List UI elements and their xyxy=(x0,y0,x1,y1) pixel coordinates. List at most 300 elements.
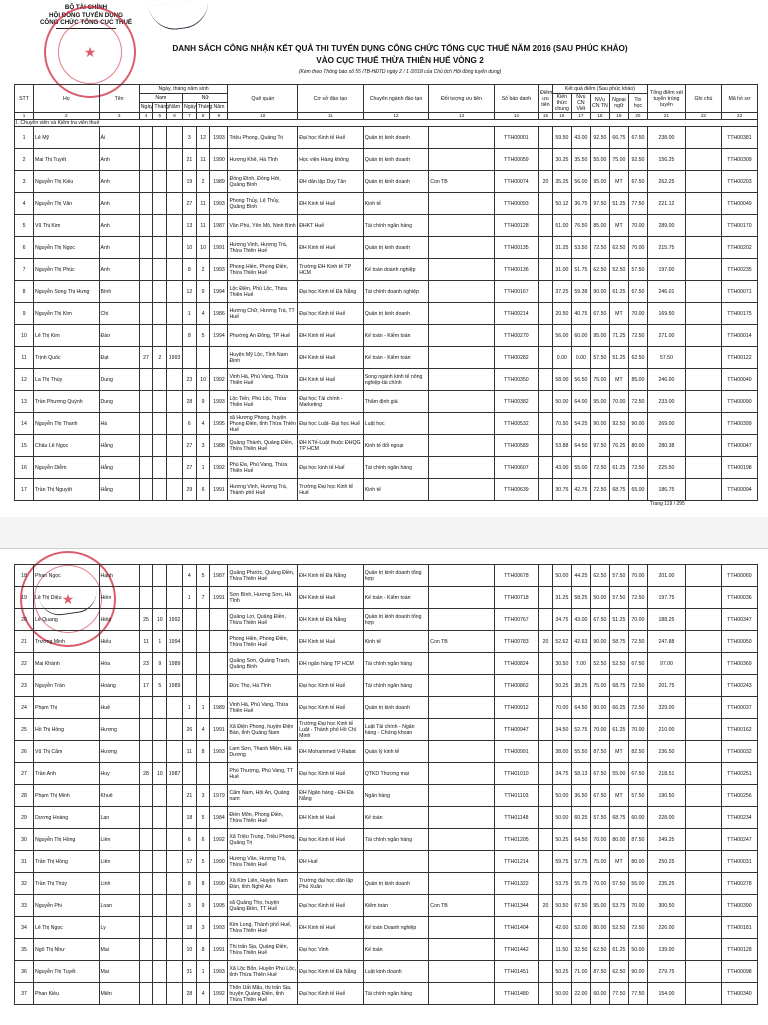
table-cell: Anh xyxy=(99,171,139,193)
table-cell xyxy=(167,851,183,873)
table-cell: 1993 xyxy=(210,961,228,983)
table-cell: MT xyxy=(609,741,628,763)
table-cell: 52.50 xyxy=(609,653,628,675)
table-cell: Xã Lộc Bổn, Huyện Phú Lộc, tỉnh Thừa Thiên Huế xyxy=(228,961,298,983)
table-cell xyxy=(139,873,153,895)
table-cell: 52.75 xyxy=(571,719,590,741)
table-cell xyxy=(139,961,153,983)
table-cell xyxy=(539,479,553,501)
table-cell: Song ngành kinh tế nông nghiệp-tài chính xyxy=(363,369,429,391)
table-cell xyxy=(539,347,553,369)
table-cell xyxy=(539,851,553,873)
table-cell: TTH00198 xyxy=(721,457,757,479)
table-cell: 31.25 xyxy=(552,237,571,259)
table-cell: 85.00 xyxy=(628,369,647,391)
table-cell: 15 xyxy=(15,435,34,457)
table-cell: 50.25 xyxy=(552,961,571,983)
table-cell: Hiền xyxy=(99,587,139,609)
table-cell xyxy=(139,193,153,215)
table-cell: Anh xyxy=(99,237,139,259)
table-cell: 3 xyxy=(196,917,210,939)
table-cell: 8 xyxy=(196,873,210,895)
table-cell: 1990 xyxy=(210,851,228,873)
table-cell xyxy=(139,785,153,807)
table-cell: Lê Thị Ngọc xyxy=(34,917,100,939)
table-cell xyxy=(139,983,153,1005)
table-cell xyxy=(153,325,167,347)
table-cell: 35 xyxy=(15,939,34,961)
table-cell: 62.50 xyxy=(590,259,609,281)
table-cell: Huy xyxy=(99,763,139,785)
table-cell: 27 xyxy=(139,347,153,369)
table-cell: Phan Ngọc xyxy=(34,565,100,587)
table-cell: Con TB xyxy=(429,171,495,193)
column-index-cell: 7 xyxy=(183,113,197,120)
table-cell: Đại học Kinh tế Huế xyxy=(298,895,364,917)
table-cell: TTH00031 xyxy=(721,851,757,873)
table-cell: 62.50 xyxy=(590,939,609,961)
table-cell: 50.00 xyxy=(590,587,609,609)
table-cell: 1988 xyxy=(210,435,228,457)
table-cell xyxy=(183,347,197,369)
table-cell: 97.00 xyxy=(647,653,685,675)
table-cell: TTH00390 xyxy=(721,895,757,917)
table-cell: La Thị Thùy xyxy=(34,369,100,391)
table-cell xyxy=(429,653,495,675)
col-diem-uu-tien: Điểm ưu tiên xyxy=(539,85,553,113)
table-cell: 9 xyxy=(15,303,34,325)
table-cell xyxy=(685,565,721,587)
table-cell xyxy=(153,391,167,413)
table-cell: 62.50 xyxy=(590,565,609,587)
table-cell xyxy=(539,741,553,763)
table-cell xyxy=(183,763,197,785)
table-cell: 6 xyxy=(196,829,210,851)
table-cell xyxy=(167,435,183,457)
table-cell: Liên xyxy=(99,851,139,873)
table-cell: Hương Văn, Hương Trà, Thừa Thiên Huế xyxy=(228,851,298,873)
table-cell: Hương xyxy=(99,719,139,741)
table-cell: 67.50 xyxy=(628,281,647,303)
table-cell: TTH01148 xyxy=(494,807,538,829)
table-cell: TTH00170 xyxy=(721,215,757,237)
table-cell: 1993 xyxy=(167,347,183,369)
table-cell: 14 xyxy=(15,413,34,435)
column-index-cell: 8 xyxy=(196,113,210,120)
table-cell: 1993 xyxy=(210,391,228,413)
table-cell xyxy=(139,127,153,149)
table-cell: 1992 xyxy=(210,829,228,851)
table-cell: Đại học Luật- Đại học Huế xyxy=(298,413,364,435)
table-cell: 57.50 xyxy=(628,785,647,807)
table-cell: 76.25 xyxy=(609,435,628,457)
table-cell: TTH00718 xyxy=(494,587,538,609)
table-cell: 18 xyxy=(183,917,197,939)
table-cell: Nguyễn Thị Kiều xyxy=(34,171,100,193)
table-cell: Anh xyxy=(99,149,139,171)
col-ho: Họ xyxy=(34,85,100,113)
table-cell xyxy=(539,149,553,171)
table-cell: Phú Thượng, Phú Vang, TT Huế xyxy=(228,763,298,785)
table-cell: 67.50 xyxy=(628,653,647,675)
table-cell xyxy=(429,457,495,479)
table-cell: Kim Long, Thành phố Huế, Thừa Thiên Huế xyxy=(228,917,298,939)
table-cell xyxy=(167,391,183,413)
table-cell xyxy=(539,807,553,829)
table-cell: Kế toán - Kiểm toán xyxy=(363,325,429,347)
table-cell xyxy=(139,303,153,325)
table-cell: 97.50 xyxy=(590,435,609,457)
table-cell: Trường Đại học Kinh tế Luật - Thành phố Hồ Chí Minh xyxy=(298,719,364,741)
table-cell: Ngô Thị Như xyxy=(34,939,100,961)
table-cell xyxy=(153,851,167,873)
table-cell xyxy=(539,785,553,807)
table-cell: TTH00767 xyxy=(494,609,538,631)
table-cell xyxy=(429,939,495,961)
table-cell: 1995 xyxy=(210,413,228,435)
document-subtitle: VÀO CỤC THUẾ THỪA THIÊN HUẾ VÒNG 2 xyxy=(316,56,484,65)
table-cell: 80.00 xyxy=(628,851,647,873)
table-cell xyxy=(685,675,721,697)
table-cell xyxy=(429,851,495,873)
table-cell: 58.13 xyxy=(571,763,590,785)
table-cell: 51.75 xyxy=(571,259,590,281)
table-cell xyxy=(685,697,721,719)
table-cell: ĐH Kinh tế Huế xyxy=(298,237,364,259)
table-cell: 70.00 xyxy=(609,391,628,413)
table-row xyxy=(15,127,758,149)
table-cell: 75.00 xyxy=(609,149,628,171)
table-cell xyxy=(153,369,167,391)
table-cell: 12 xyxy=(183,281,197,303)
reference-note: (Kèm theo Thông báo số 55 /TB-HĐTD ngày 2 / 1 /2018 của Chủ tịch Hội đồng tuyển dụng) xyxy=(298,69,502,75)
table-row xyxy=(15,939,758,961)
table-cell: Kinh tế xyxy=(363,479,429,501)
table-cell: Nguyễn Thị Vân xyxy=(34,193,100,215)
table-cell: 246.01 xyxy=(647,281,685,303)
table-cell: Đại học Kinh tế Đà Nẵng xyxy=(298,961,364,983)
table-cell: Đại học Vinh xyxy=(298,939,364,961)
table-cell: TTH01404 xyxy=(494,917,538,939)
table-cell xyxy=(167,939,183,961)
table-cell: TTH00399 xyxy=(721,413,757,435)
column-index-cell: 22 xyxy=(685,113,721,120)
table-cell: 68.75 xyxy=(609,675,628,697)
table-cell: Thị trấn Sịa, Quảng Điền, Thừa Thiên Huế xyxy=(228,939,298,961)
table-cell: 50.50 xyxy=(552,895,571,917)
table-cell: Đại học Kinh tế Huế xyxy=(298,763,364,785)
table-cell: 60.00 xyxy=(590,983,609,1005)
table-cell: 31.00 xyxy=(552,259,571,281)
table-cell xyxy=(429,435,495,457)
table-cell: MT xyxy=(609,171,628,193)
table-cell: 66.25 xyxy=(609,697,628,719)
table-cell: 8 xyxy=(196,939,210,961)
col-nam-nam: Năm xyxy=(167,102,183,112)
table-cell: 72.50 xyxy=(628,391,647,413)
table-row xyxy=(15,873,758,895)
table-cell: 10 xyxy=(196,369,210,391)
table-cell xyxy=(139,325,153,347)
column-index-cell: 12 xyxy=(363,113,429,120)
table-cell xyxy=(153,193,167,215)
table-cell: 1990 xyxy=(210,873,228,895)
table-cell: Luật kinh doanh xyxy=(363,961,429,983)
table-cell: 57.50 xyxy=(590,347,609,369)
table-cell xyxy=(429,325,495,347)
table-cell: Kế toán xyxy=(363,939,429,961)
col-doi-tuong: Đối tượng ưu tiên xyxy=(429,85,495,113)
table-cell xyxy=(685,829,721,851)
table-cell: TTH00136 xyxy=(494,259,538,281)
table-cell: Kế toán xyxy=(363,807,429,829)
table-cell: 64.50 xyxy=(571,435,590,457)
table-row xyxy=(15,961,758,983)
table-cell: 18 xyxy=(183,807,197,829)
table-cell xyxy=(153,741,167,763)
table-cell: TTH00090 xyxy=(721,391,757,413)
table-cell xyxy=(429,763,495,785)
table-cell: TTH01103 xyxy=(494,785,538,807)
column-index-cell: 18 xyxy=(590,113,609,120)
table-cell: 61.25 xyxy=(609,719,628,741)
table-cell xyxy=(429,391,495,413)
table-row xyxy=(15,631,758,653)
table-cell: 50.25 xyxy=(552,675,571,697)
table-cell: 29 xyxy=(15,807,34,829)
column-index-cell: 9 xyxy=(210,113,228,120)
table-cell xyxy=(210,609,228,631)
table-cell xyxy=(429,697,495,719)
table-cell: 67.50 xyxy=(590,763,609,785)
table-cell xyxy=(539,237,553,259)
table-cell: 235.25 xyxy=(647,873,685,895)
col-ma-ho-so: Mã hồ sơ xyxy=(721,85,757,113)
table-cell xyxy=(153,127,167,149)
col-ket-qua: Kết quả điểm (Sau phúc khảo) xyxy=(552,85,647,94)
table-cell xyxy=(153,435,167,457)
table-cell: Quản trị kinh doanh xyxy=(363,127,429,149)
table-row xyxy=(15,785,758,807)
table-cell: 16 xyxy=(15,457,34,479)
table-cell xyxy=(539,829,553,851)
table-cell: 329.00 xyxy=(647,697,685,719)
table-cell: 1994 xyxy=(210,325,228,347)
table-cell xyxy=(685,215,721,237)
table-cell xyxy=(429,479,495,501)
table-cell xyxy=(429,259,495,281)
table-cell: 197.00 xyxy=(647,259,685,281)
table-cell xyxy=(167,829,183,851)
table-cell xyxy=(139,413,153,435)
table-cell xyxy=(685,917,721,939)
table-cell xyxy=(196,347,210,369)
table-cell: Quản trị kinh doanh xyxy=(363,237,429,259)
table-cell: Luật Tài chính - Ngân hàng - Chứng khoán xyxy=(363,719,429,741)
table-cell: 1991 xyxy=(210,237,228,259)
table-cell: 2 xyxy=(153,347,167,369)
table-cell: 10 xyxy=(153,763,167,785)
col-nvu-viet: Nvụ CN Viết xyxy=(571,94,590,113)
col-so-bao-danh: Số báo danh xyxy=(494,85,538,113)
table-cell: Phong Thủy, Lệ Thủy, Quảng Bình xyxy=(228,193,298,215)
table-row xyxy=(15,193,758,215)
table-cell: Liên xyxy=(99,829,139,851)
table-cell: 95.00 xyxy=(590,391,609,413)
col-chuyen-nganh: Chuyên ngành đào tạo xyxy=(363,85,429,113)
table-cell: 8 xyxy=(183,873,197,895)
table-row xyxy=(15,281,758,303)
table-cell: 55.00 xyxy=(609,763,628,785)
table-cell: 28 xyxy=(15,785,34,807)
table-cell: TTH00167 xyxy=(494,281,538,303)
table-cell: 59.75 xyxy=(552,851,571,873)
table-cell: 53.50 xyxy=(571,237,590,259)
table-cell: 190.50 xyxy=(647,785,685,807)
column-index-cell: 15 xyxy=(539,113,553,120)
table-cell: 36.75 xyxy=(571,193,590,215)
table-row xyxy=(15,303,758,325)
table-cell: Đào xyxy=(99,325,139,347)
table-cell: Mai xyxy=(99,939,139,961)
table-cell: 210.00 xyxy=(647,719,685,741)
table-cell: 1989 xyxy=(167,675,183,697)
table-cell: 52.62 xyxy=(552,631,571,653)
table-cell: 72.50 xyxy=(628,675,647,697)
table-cell: 50.00 xyxy=(552,983,571,1005)
table-cell: 77.50 xyxy=(609,983,628,1005)
table-cell xyxy=(539,719,553,741)
table-cell xyxy=(167,193,183,215)
table-cell xyxy=(139,215,153,237)
table-cell: 92.50 xyxy=(590,127,609,149)
table-cell: Trường Đại học Kinh tế Huế xyxy=(298,479,364,501)
table-cell: 50.00 xyxy=(628,939,647,961)
table-cell: 262.25 xyxy=(647,171,685,193)
table-cell: 31 xyxy=(183,961,197,983)
table-cell: TTH01010 xyxy=(494,763,538,785)
table-cell: xã Quảng Thọ, huyện Quảng Điền, TT Huế xyxy=(228,895,298,917)
table-cell: Hoàng xyxy=(99,675,139,697)
column-index-cell: 17 xyxy=(571,113,590,120)
table-cell: Quản trị kinh doanh tổng hợp xyxy=(363,565,429,587)
table-cell xyxy=(183,653,197,675)
table-cell: ĐH Kinh tế Huế xyxy=(298,587,364,609)
table-cell xyxy=(153,281,167,303)
table-cell: Con TB xyxy=(429,895,495,917)
table-cell: 13 xyxy=(183,215,197,237)
table-cell: Đại học Kinh tế Huế xyxy=(298,127,364,149)
col-ngoai-ngu: Ngoại ngữ xyxy=(609,94,628,113)
table-cell: 1991 xyxy=(210,587,228,609)
table-cell: TTH01344 xyxy=(494,895,538,917)
column-index-cell: 6 xyxy=(167,113,183,120)
table-cell: 56.50 xyxy=(571,369,590,391)
table-cell xyxy=(429,237,495,259)
table-cell xyxy=(685,807,721,829)
table-row xyxy=(15,697,758,719)
table-cell xyxy=(429,369,495,391)
table-cell: 87.50 xyxy=(628,829,647,851)
table-cell xyxy=(685,961,721,983)
col-nam-thang: Tháng xyxy=(153,102,167,112)
table-cell xyxy=(429,215,495,237)
table-cell: 51.00 xyxy=(552,215,571,237)
table-cell: 186.75 xyxy=(647,479,685,501)
table-cell: Nguyễn Thị Ngọc xyxy=(34,237,100,259)
table-cell: Anh xyxy=(99,215,139,237)
table-cell: 64.00 xyxy=(571,391,590,413)
table-cell: Nguyễn Trần xyxy=(34,675,100,697)
table-cell: 139.00 xyxy=(647,939,685,961)
table-cell: 77.50 xyxy=(628,193,647,215)
table-cell: ĐH Kinh tế Huế xyxy=(298,917,364,939)
table-cell: 70.00 xyxy=(628,565,647,587)
table-cell: ĐH KTế-Luật thuộc ĐHQG TP HCM xyxy=(298,435,364,457)
table-cell: 7 xyxy=(15,259,34,281)
table-cell: 30.50 xyxy=(552,653,571,675)
table-cell: ĐH Kinh tế Huế xyxy=(298,369,364,391)
table-cell: Quản trị kinh doanh tổng hợp xyxy=(363,609,429,631)
table-cell: 85.00 xyxy=(590,215,609,237)
table-cell: TTH00162 xyxy=(721,719,757,741)
table-cell xyxy=(153,413,167,435)
table-cell: TTH00783 xyxy=(494,631,538,653)
table-cell: 1994 xyxy=(210,281,228,303)
table-cell: 37.25 xyxy=(552,281,571,303)
table-cell xyxy=(167,741,183,763)
table-cell: 67.50 xyxy=(628,127,647,149)
table-cell: Nguyễn Diễm xyxy=(34,457,100,479)
table-cell: 21 xyxy=(183,785,197,807)
table-cell: TTH00071 xyxy=(721,281,757,303)
table-cell: 51.25 xyxy=(609,347,628,369)
table-cell xyxy=(167,281,183,303)
table-cell: 1994 xyxy=(167,631,183,653)
table-cell: 70.50 xyxy=(552,413,571,435)
table-cell xyxy=(429,785,495,807)
table-row xyxy=(15,741,758,763)
table-cell: 27 xyxy=(183,193,197,215)
table-cell: 4 xyxy=(15,193,34,215)
table-cell xyxy=(139,259,153,281)
table-cell xyxy=(685,479,721,501)
table-cell: 9 xyxy=(196,895,210,917)
table-cell xyxy=(167,983,183,1005)
table-cell: 1992 xyxy=(167,609,183,631)
table-cell: 33 xyxy=(15,895,34,917)
table-cell: 3 xyxy=(196,785,210,807)
table-cell: Xã Điện Phong, huyện Điện Bàn, tỉnh Quảng Nam xyxy=(228,719,298,741)
table-cell: 11 xyxy=(183,741,197,763)
table-cell: 1991 xyxy=(210,939,228,961)
table-cell: 1992 xyxy=(210,983,228,1005)
table-cell xyxy=(183,609,197,631)
table-cell: 1987 xyxy=(210,215,228,237)
table-cell xyxy=(539,369,553,391)
table-cell: 1987 xyxy=(210,565,228,587)
table-cell: 1 xyxy=(15,127,34,149)
table-cell xyxy=(167,215,183,237)
table-row xyxy=(15,391,758,413)
table-cell: 53.75 xyxy=(552,873,571,895)
table-cell: 76.50 xyxy=(571,215,590,237)
table-cell: 0.00 xyxy=(571,347,590,369)
table-cell: TTH00098 xyxy=(721,961,757,983)
table-cell xyxy=(153,785,167,807)
table-cell: 228.00 xyxy=(647,807,685,829)
table-cell: Hằng xyxy=(99,479,139,501)
